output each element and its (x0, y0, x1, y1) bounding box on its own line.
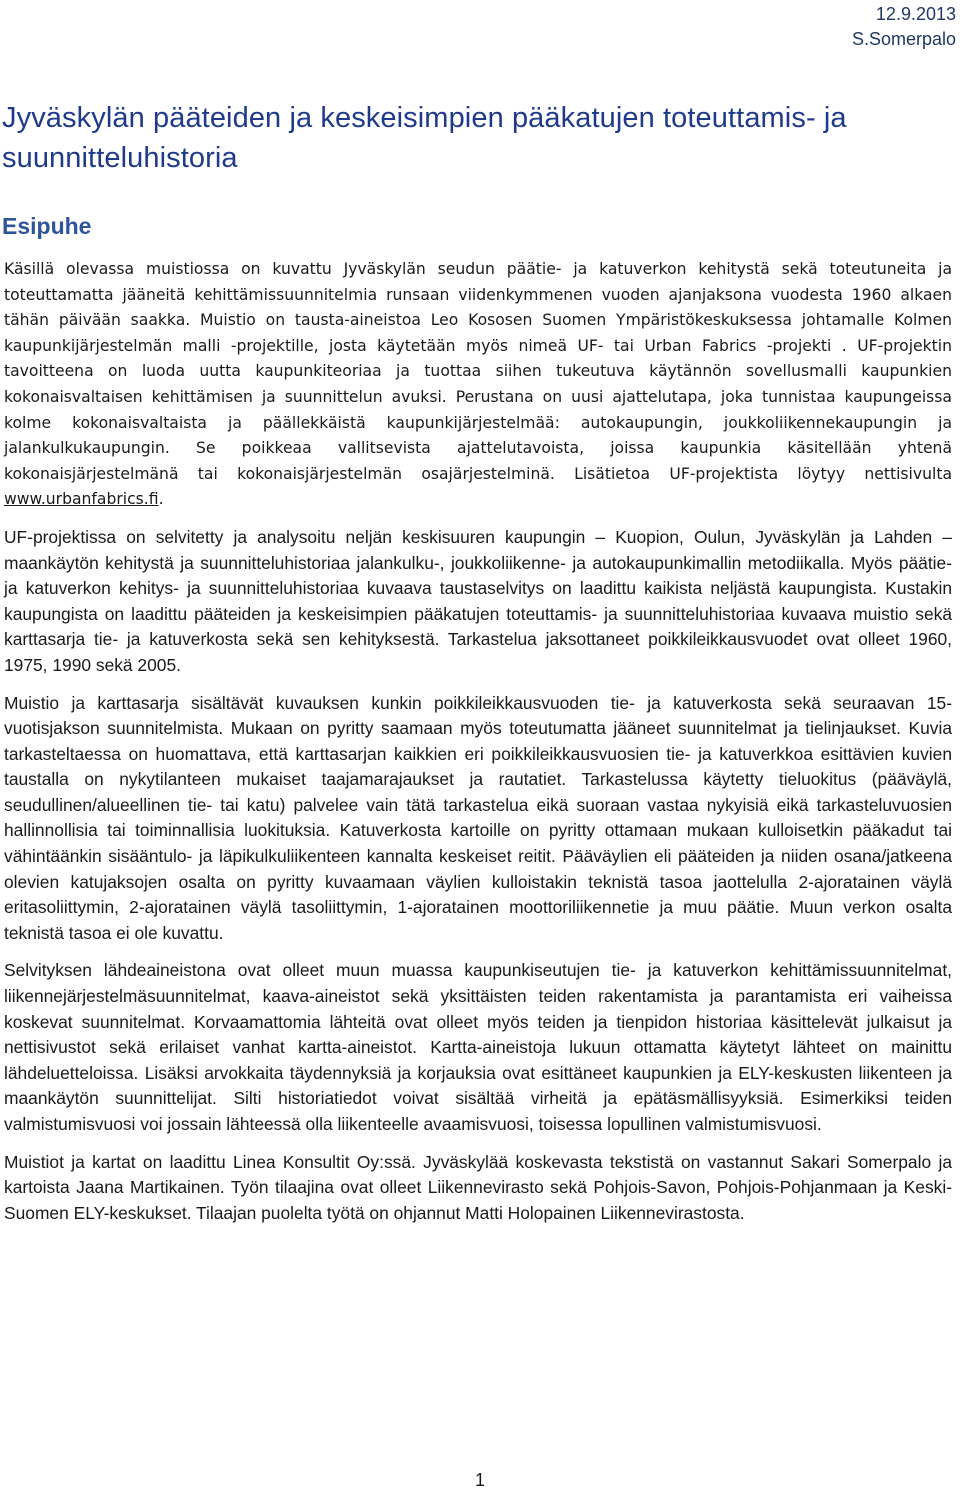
paragraph-intro-text: Käsillä olevassa muistiossa on kuvattu Jyväskylän seudun päätie- ja katuverkon kehitystä sekä toteutuneita ja toteuttamatta jääneitä kehittämissuunnitelmia runsaan viidenkymmenen vuoden ajanjaksona vuodesta 1960 alkaen tähän päivään saakka. Muistio on tausta-aineistoa Leo Kososen Suomen Ympäristökeskuksessa johtamalle Kolmen kaupunkijärjestelmän malli -projektille, josta käytetään myös nimeä UF- tai Urban Fabrics -projekti . UF-projektin tavoitteena on luoda uutta kaupunkiteoriaa ja tuottaa siihen tukeutuva käytännön sovellusmalli kaupunkien kokonaisvaltaisen kehittämisen ja suunnittelun avuksi. Perustana on uusi ajattelutapa, joka tunnistaa kaupungeissa kolme kokonaisvaltaista ja päällekkäistä kaupunkijärjestelmää: autokaupungin, joukkoliikennekaupungin ja jalankulkukaupungin. Se poikkeaa vallitsevista ajattelutavoista, joissa kaupunkia käsitellään yhtenä kokonaisjärjestelmänä tai kokonaisjärjestelmän osajärjestelminä. Lisätietoa UF-projektista löytyy nettisivulta (4, 260, 952, 483)
paragraph-sources: Selvityksen lähdeaineistona ovat olleet muun muassa kaupunkiseutujen tie- ja katuverkon kehittämissuunnitelmat, liikennejärjestelmäsuunnitelmat, kaava-aineistot sekä yksittäisten teiden rakentamista ja parantamista eri vaiheissa koskevat suunnitelmat. Korvaamattomia lähteitä ovat olleet myös teiden ja tienpidon historiaa käsittelevät julkaisut ja nettisivustot sekä erilaiset vanhat kartta-aineistot. Kartta-aineistoja lukuun ottamatta käytetyt lähteet on mainittu lähdeluetteloissa. Lisäksi arvokkaita täydennyksiä ja korjauksia ovat esittäneet kaupunkien ja ELY-keskusten liikenteen ja maankäytön suunnittelijat. Silti historiatiedot voivat sisältää virheitä ja epätäsmällisyyksiä. Esimerkiksi teiden valmistumisvuosi voi jossain lähteessä olla liikenteelle avaamisvuosi, toisessa lopullinen valmistumisvuosi. (4, 960, 952, 1134)
paragraph-intro-end: . (158, 490, 164, 509)
body-text (4, 257, 952, 1238)
header-meta (852, 2, 956, 52)
paragraph-uf-project: UF-projektissa on selvitetty ja analysoitu neljän keskisuuren kaupungin – Kuopion, Oulun, Jyväskylän ja Lahden – maankäytön kehitystä ja suunnitteluhistoriaa jalankulku-, joukkoliikenne- ja autokaupunkimallin metodiikalla. Myös päätie- ja katuverkon kehitys- ja suunnitteluhistoriaa kuvaava taustaselvitys on laadittu kaikista neljästä kaupungista. Kustakin kaupungista on laadittu pääteiden ja keskeisimpien pääkatujen toteuttamis- ja suunnitteluhistoriaa kuvaava muistio sekä karttasarja tie- ja katuverkosta sekä sen kehityksestä. Tarkastelua jaksottaneet poikkileikkausvuodet ovat olleet 1960, 1975, 1990 sekä 2005. (4, 526, 952, 675)
document-date: 12.9.2013 (875, 4, 956, 24)
section-heading: Esipuhe (2, 213, 92, 239)
paragraph-credits: Muistiot ja kartat on laadittu Linea Konsultit Oy:ssä. Jyväskylää koskevasta tekstistä on vastannut Sakari Somerpalo ja kartoista Jaana Martikainen. Työn tilaajina ovat olleet Liikennevirasto sekä Pohjois-Savon, Pohjois-Pohjanmaan ja Keski-Suomen ELY-keskukset. Tilaajan puolelta työtä on ohjannut Matti Holopainen Liikennevirastosta. (4, 1151, 952, 1223)
urbanfabrics-link[interactable]: www.urbanfabrics.fi (4, 490, 159, 509)
paragraph-map-series: Muistio ja karttasarja sisältävät kuvauksen kunkin poikkileikkausvuoden tie- ja katuverkosta sekä seuraavan 15-vuotisjakson suunnitelmista. Mukaan on pyritty saamaan myös toteutumatta jääneet suunnitelmat ja tielinjaukset. Kuvia tarkasteltaessa on huomattava, että karttasarjan kaikkien eri poikkileikkausvuosien tie- ja katuverkkoa esittävien kuvien taustalla on nykytilanteen mukaiset taajamarajaukset ja rautatiet. Tarkastelussa käytetty tieluokitus (pääväylä, seudullinen/alueellinen tie- tai katu) palvelee vain tätä tarkastelua eikä suoraan vastaa nykyisiä eikä tarkasteluvuosien hallinnollisia tai toiminnallisia luokituksia. Katuverkosta kartoille on pyritty ottamaan mukaan kulloisetkin pääkadut tai vähintäänkin sisääntulo- ja läpikulkuliikenteen kannalta keskeiset reitit. Pääväylien eli pääteiden ja niiden osana/jatkeena olevien katujaksojen osalta on pyritty kuvaamaan väylien kulloistakin teknistä tasoa jaottelulla 2-ajoratainen väylä eritasoliittymin, 2-ajoratainen väylä tasoliittymin, 1-ajoratainen moottoriliikennetie ja muu päätie. Muun verkon osalta teknistä tasoa ei ole kuvattu. (4, 692, 952, 943)
page-title: Jyväskylän pääteiden ja keskeisimpien pääkatujen toteuttamis- ja suunnitteluhistoria (2, 102, 847, 174)
document-author: S.Somerpalo (851, 29, 956, 49)
page-number: 1 (474, 1470, 485, 1490)
paragraph-intro (4, 257, 952, 513)
